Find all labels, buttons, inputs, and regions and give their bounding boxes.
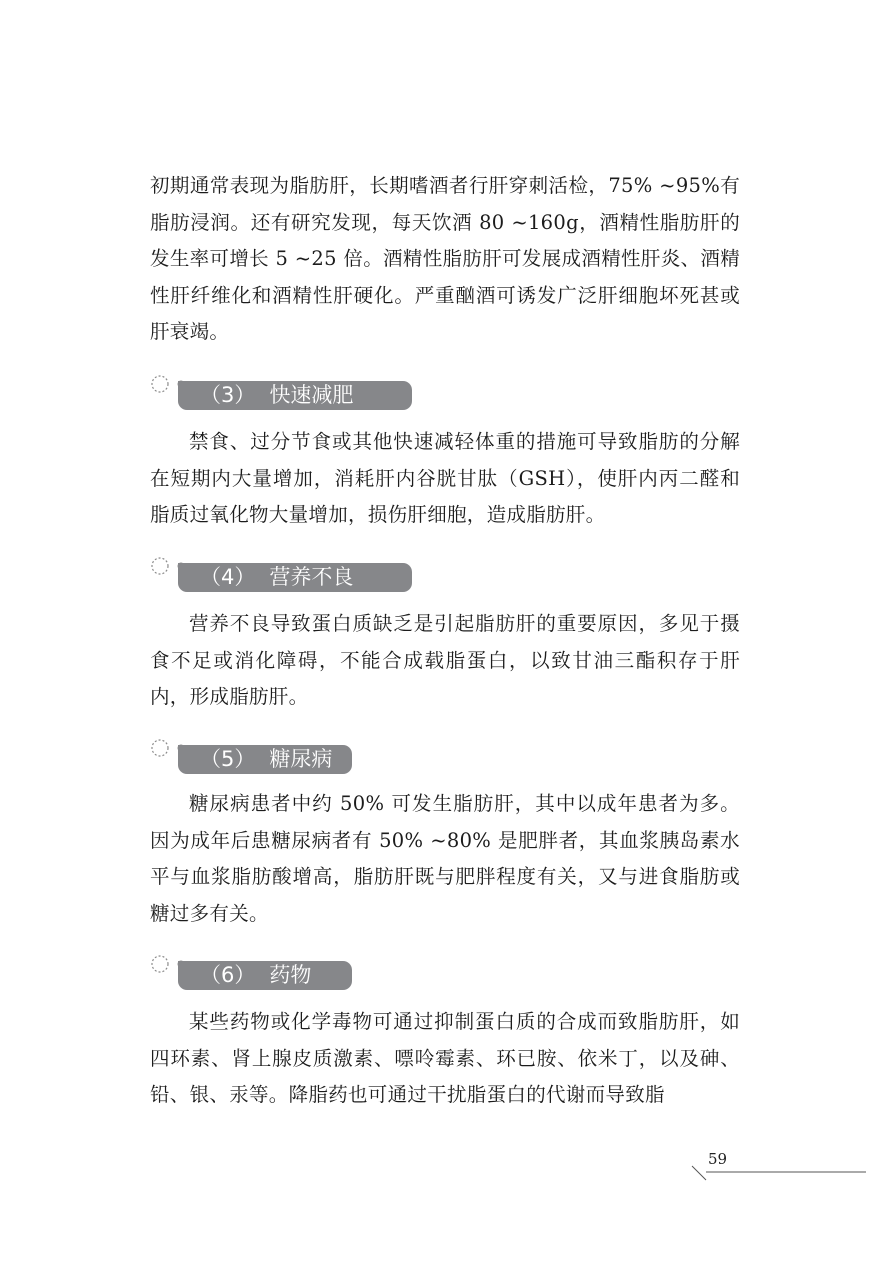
paragraph-alcohol-continued: 初期通常表现为脂肪肝，长期嗜酒者行肝穿刺活检，75% ~95%有脂肪浸润。还有研究发现，每天饮酒 80 ~160g，酒精性脂肪肝的发生率可增长 5 ~25 倍。酒精性脂肪肝可发展成酒精性肝炎、酒精性肝纤维化和酒精性肝硬化。严重酗酒可诱发广泛肝细胞坏死甚或肝衰竭。 bbox=[150, 174, 740, 343]
paragraph-diabetes: 糖尿病患者中约 50% 可发生脂肪肝，其中以成年患者为多。因为成年后患糖尿病者有 50% ~80% 是肥胖者，其血浆胰岛素水平与血浆脂肪酸增高，脂肪肝既与肥胖程度有关，又与进食脂肪或糖过多有关。 bbox=[150, 792, 740, 925]
section-heading-drugs bbox=[148, 944, 418, 990]
page-number: 59 bbox=[708, 1150, 728, 1168]
heading-pill: （5） 糖尿病 bbox=[178, 745, 352, 774]
heading-pill: （4） 营养不良 bbox=[178, 563, 412, 592]
section-heading-malnutrition bbox=[148, 546, 418, 592]
paragraph-malnutrition: 营养不良导致蛋白质缺乏是引起脂肪肝的重要原因，多见于摄食不足或消化障碍，不能合成载脂蛋白，以致甘油三酯积存于肝内，形成脂肪肝。 bbox=[150, 612, 740, 708]
paragraph-drugs: 某些药物或化学毒物可通过抑制蛋白质的合成而致脂肪肝，如四环素、肾上腺皮质激素、嘌呤霉素、环已胺、依米丁，以及砷、铅、银、汞等。降脂药也可通过干扰脂蛋白的代谢而导致脂 bbox=[150, 1010, 740, 1106]
section-heading-diabetes bbox=[148, 728, 418, 774]
section-heading-rapid-weight-loss bbox=[148, 364, 418, 410]
heading-pill: （6） 药物 bbox=[178, 961, 352, 990]
paragraph-rapid-weight-loss: 禁食、过分节食或其他快速减轻体重的措施可导致脂肪的分解在短期内大量增加，消耗肝内谷胱甘肽（GSH），使肝内丙二醛和脂质过氧化物大量增加，损伤肝细胞，造成脂肪肝。 bbox=[150, 430, 740, 526]
heading-pill: （3） 快速减肥 bbox=[178, 381, 412, 410]
